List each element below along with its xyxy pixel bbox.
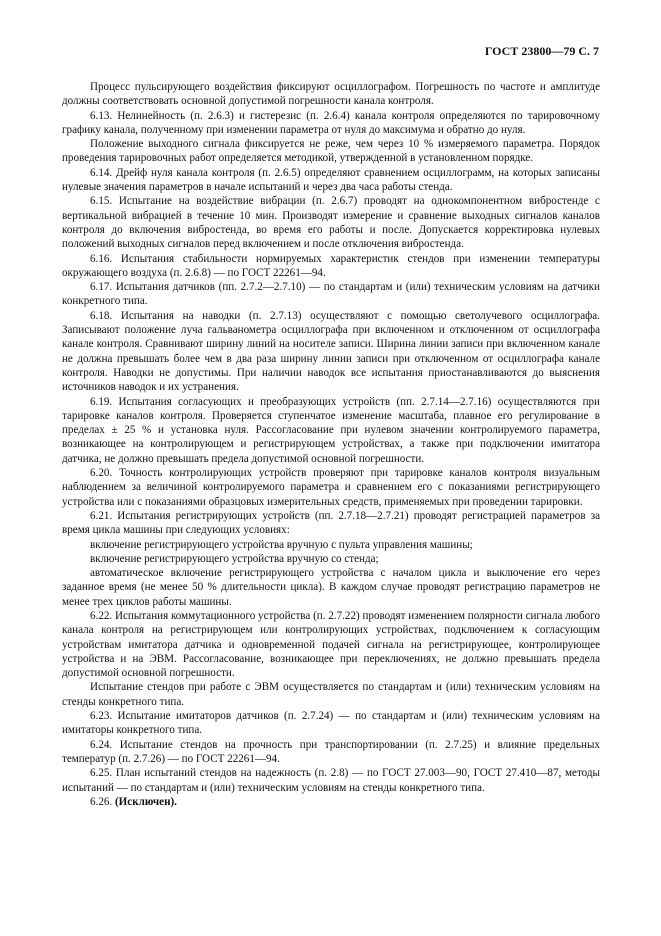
page-header: ГОСТ 23800—79 С. 7: [484, 44, 599, 58]
paragraph-6-18: 6.18. Испытания на наводки (п. 2.7.13) осуществляют с помощью светолучевого осциллографа. Записывают положение луча гальванометра осциллографа при включенном и отключенном от осциллографа канале контроля. Сравнивают ширину линий на носителе записи. Ширина линии записи при включенном канале не должна превышать более чем в два раза ширину линии записи при отключенном от осциллографа канале контроля. Наводки не допустимы. При наличии наводок все испытания приостанавливаются до выяснения источников наводок и их устранения.: [62, 309, 600, 394]
paragraph-6-23: 6.23. Испытание имитаторов датчиков (п. 2.7.24) — по стандартам и (или) техническим условиям на имитаторы конкретного типа.: [62, 710, 600, 737]
paragraph-pulse: Процесс пульсирующего воздействия фиксируют осциллографом. Погрешность по частоте и амплитуде должны соответствовать основной допустимой погрешности канала контроля.: [62, 81, 600, 108]
paragraph-6-20: 6.20. Точность контролирующих устройств проверяют при тарировке каналов контроля визуальным наблюдением за величиной контролируемого параметра и сравнением его с показаниями регистрирующего устройства или с показаниями образцовых измерительных средств, применяемых при проведении тарировки.: [62, 467, 600, 508]
paragraph-6-16: 6.16. Испытания стабильности нормируемых характеристик стендов при изменении температуры окружающего воздуха (п. 2.6.8) — по ГОСТ 22261—94.: [62, 252, 600, 279]
excluded-note: (Исключен).: [114, 795, 177, 808]
paragraph-6-14: 6.14. Дрейф нуля канала контроля (п. 2.6.5) определяют сравнением осциллограмм, на которых записаны нулевые значения параметров в начале испытаний и через два часа работы стенда.: [62, 166, 600, 194]
paragraph-6-22: 6.22. Испытания коммутационного устройства (п. 2.7.22) проводят изменением полярности сигнала любого канала контроля на регистрирующем или контролирующих устройствах, подключением к согласующим устройствам имитатора датчика и одновременной подачей сигнала на регистрирующее, контролирующее устройства и на ЭВМ. Рассогласование, возникающее при переключениях, не должно превышать предела допустимой основной погрешности.: [62, 609, 601, 680]
paragraph-6-15: 6.15. Испытание на воздействие вибрации (п. 2.6.7) проводят на однокомпонентном вибростенде с вертикальной вибрацией в течение 10 мин. Производят измерение и сравнение выходных сигналов каналов контроля до включения вибростенда, во время его работы и после. Допускается корректировка нулевых положений выходных сигналов перед включением и после отключения вибростенда.: [62, 195, 600, 251]
item-number: 6.26.: [90, 795, 113, 808]
paragraph-computer-testing: Испытание стендов при работе с ЭВМ осуществляется по стандартам и (или) техническим условиям на стенды конкретного типа.: [62, 681, 600, 708]
paragraph-6-13: 6.13. Нелинейность (п. 2.6.3) и гистерезис (п. 2.6.4) канала контроля определяются по тарировочному графику канала, полученному при изменении параметра от нуля до максимума и обратно до нуля.: [62, 109, 600, 136]
paragraph-output-signal: Положение выходного сигнала фиксируется не реже, чем через 10 % измеряемого параметра. Порядок проведения тарировочных работ определяется методикой, утвержденной в установленном порядке.: [62, 138, 600, 165]
list-item-manual-console: включение регистрирующего устройства вручную с пульта управления машины;: [90, 538, 473, 551]
paragraph-6-17: 6.17. Испытания датчиков (пп. 2.7.2—2.7.10) — по стандартам и (или) техническим условиям на датчики конкретного типа.: [62, 281, 600, 308]
paragraph-6-19: 6.19. Испытания согласующих и преобразующих устройств (пп. 2.7.14—2.7.16) осуществляются при тарировке каналов контроля. Проверяется ступенчатое изменение масштаба, плавное его регулирование в пределах ± 25 % и установка нуля. Рассогласование при нулевом значении контролируемого параметра, возникающее на контролирующем и регистрирующем устройствах, а также при подключении имитатора датчика, не должно превышать предела допустимой основной погрешности.: [62, 395, 600, 465]
document-body: [62, 80, 600, 809]
paragraph-6-26: [62, 795, 600, 809]
paragraph-6-24: 6.24. Испытание стендов на прочность при транспортировании (п. 2.7.25) и влияние предельных температур (п. 2.7.26) — по ГОСТ 22261—94.: [62, 738, 600, 765]
paragraph-6-25: 6.25. План испытаний стендов на надежность (п. 2.8) — по ГОСТ 27.003—90, ГОСТ 27.410—87, методы испытаний — по стандартам и (или) техническим условиям на стенды конкретного типа.: [62, 767, 600, 794]
list-item-manual-stand: включение регистрирующего устройства вручную со стенда;: [90, 552, 379, 565]
paragraph-6-21: 6.21. Испытания регистрирующих устройств (пп. 2.7.18—2.7.21) проводят регистрацией параметров за время цикла машины при следующих условиях:: [62, 509, 600, 537]
list-item-automatic: автоматическое включение регистрирующего устройства с началом цикла и выключение его через заданное время (не менее 50 % длительности цикла). В каждом случае проводят регистрацию параметров не менее трех циклов работы машины.: [62, 567, 600, 608]
